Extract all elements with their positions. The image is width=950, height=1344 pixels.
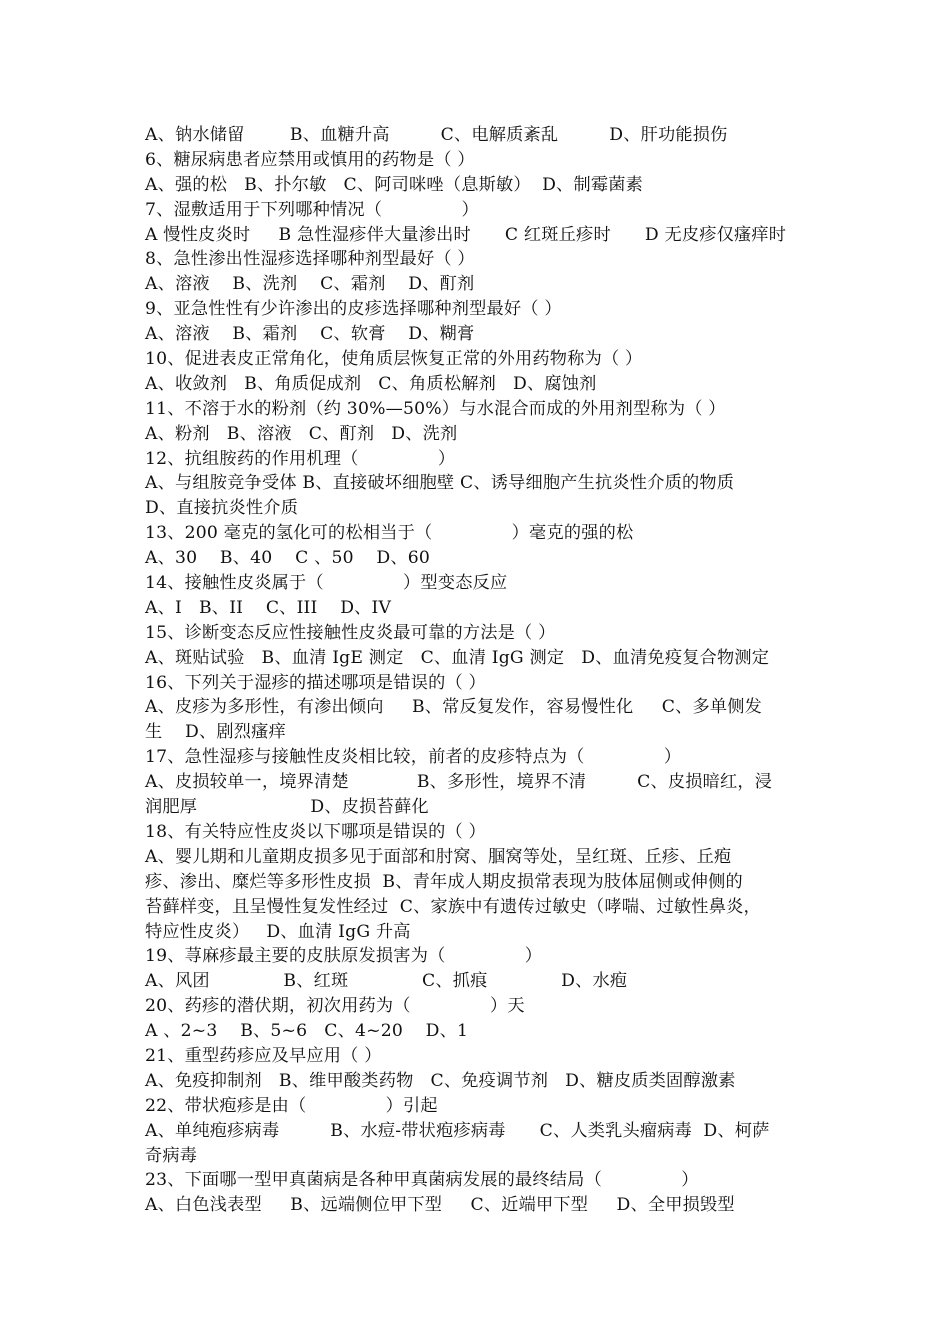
text-line: A、溶液 B、霜剂 C、软膏 D、糊膏	[145, 324, 475, 345]
text-line: A、婴儿期和儿童期皮损多见于面部和肘窝、腘窝等处，呈红斑、丘疹、丘疱	[145, 846, 732, 867]
text-line: D、直接抗炎性介质	[145, 498, 299, 519]
text-line: 奇病毒	[145, 1145, 198, 1166]
text-line: A、钠水储留 B、血糖升高 C、电解质紊乱 D、肝功能损伤	[145, 125, 728, 145]
text-line: 14、接触性皮炎属于（ ）型变态反应	[145, 573, 508, 594]
text-line: A 慢性皮炎时 B 急性湿疹伴大量渗出时 C 红斑丘疹时 D 无皮疹仅瘙痒时	[145, 224, 787, 245]
text-line: A、斑贴试验 B、血清 IgE 测定 C、血清 IgG 测定 D、血清免疫复合物测定	[145, 647, 770, 668]
text-line: 18、有关特应性皮炎以下哪项是错误的（ ）	[145, 821, 486, 842]
text-line: A、皮损较单一，境界清楚 B、多形性，境界不清 C、皮损暗红，浸	[145, 772, 773, 793]
text-line: A、风团 B、红斑 C、抓痕 D、水疱	[145, 971, 628, 992]
question-list	[145, 123, 830, 1218]
text-line: 15、诊断变态反应性接触性皮炎最可靠的方法是（ ）	[145, 622, 556, 643]
text-line: A、单纯疱疹病毒 B、水痘-带状疱疹病毒 C、人类乳头瘤病毒 D、柯萨	[145, 1120, 770, 1141]
text-line: 17、急性湿疹与接触性皮炎相比较，前者的皮疹特点为（ ）	[145, 747, 682, 768]
text-line: 19、荨麻疹最主要的皮肤原发损害为（ ）	[145, 946, 543, 967]
text-line: A 、2~3 B、5~6 C、4~20 D、1	[145, 1021, 469, 1042]
text-line: A、皮疹为多形性，有渗出倾向 B、常反复发作，容易慢性化 C、多单侧发	[145, 697, 763, 718]
text-line: 8、急性渗出性湿疹选择哪种剂型最好（ ）	[145, 249, 475, 270]
text-line: A、30 B、40 C 、50 D、60	[145, 548, 431, 569]
text-line: 特应性皮炎） D、血清 IgG 升高	[145, 921, 411, 942]
text-line: A、白色浅表型 B、远端侧位甲下型 C、近端甲下型 D、全甲损毁型	[145, 1195, 735, 1216]
text-line: A、与组胺竞争受体 B、直接破坏细胞壁 C、诱导细胞产生抗炎性介质的物质	[145, 473, 735, 494]
text-line: 10、促进表皮正常角化，使角质层恢复正常的外用药物称为（ ）	[145, 349, 643, 370]
text-line: A、收敛剂 B、角质促成剂 C、角质松解剂 D、腐蚀剂	[145, 373, 597, 394]
text-line: 6、糖尿病患者应禁用或慎用的药物是（ ）	[145, 149, 475, 170]
text-line: 11、不溶于水的粉剂（约 30%—50%）与水混合而成的外用剂型称为（ ）	[145, 398, 726, 419]
text-line: 12、抗组胺药的作用机理（ ）	[145, 448, 456, 469]
text-line: 润肥厚 D、皮损苔藓化	[145, 797, 429, 818]
text-line: A、免疫抑制剂 B、维甲酸类药物 C、免疫调节剂 D、糖皮质类固醇激素	[145, 1070, 736, 1091]
text-line: 生 D、剧烈瘙痒	[145, 722, 286, 743]
text-line: 21、重型药疹应及早应用（ ）	[145, 1045, 382, 1066]
text-line: A、强的松 B、扑尔敏 C、阿司咪唑（息斯敏） D、制霉菌素	[145, 174, 643, 195]
text-line: 23、下面哪一型甲真菌病是各种甲真菌病发展的最终结局（ ）	[145, 1170, 699, 1191]
text-line: 16、下列关于湿疹的描述哪项是错误的（ ）	[145, 672, 486, 693]
text-line: 7、湿敷适用于下列哪种情况（ ）	[145, 199, 479, 220]
text-line: A、溶液 B、洗剂 C、霜剂 D、酊剂	[145, 274, 475, 295]
text-line: 9、亚急性性有少许渗出的皮疹选择哪种剂型最好（ ）	[145, 299, 562, 320]
text-line: A、粉剂 B、溶液 C、酊剂 D、洗剂	[145, 423, 458, 444]
text-line: 22、带状疱疹是由（ ）引起	[145, 1095, 438, 1116]
text-line: 20、药疹的潜伏期，初次用药为（ ）天	[145, 996, 525, 1017]
text-line: 13、200 毫克的氢化可的松相当于（ ）毫克的强的松	[145, 523, 634, 544]
text-line: 苔藓样变，且呈慢性复发性经过 C、家族中有遗传过敏史（哮喘、过敏性鼻炎，	[145, 896, 761, 917]
text-line: A、I B、II C、III D、IV	[145, 597, 392, 618]
text-line: 疹、渗出、糜烂等多形性皮损 B、青年成人期皮损常表现为肢体屈侧或伸侧的	[145, 871, 743, 892]
